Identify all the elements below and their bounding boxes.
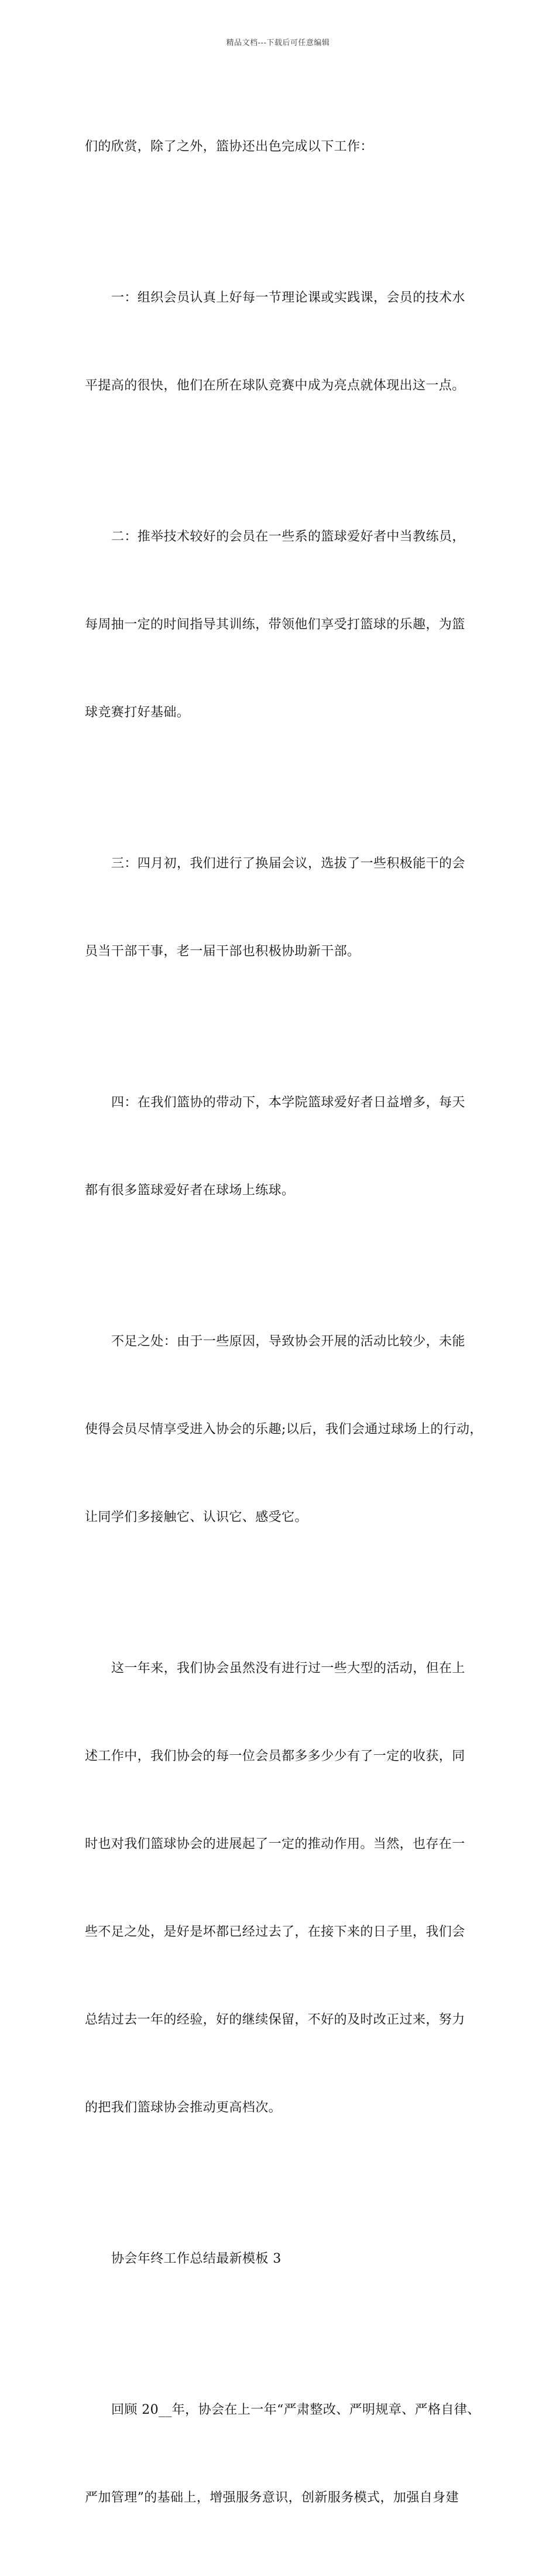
text-line: 员当干部干事，老一届干部也积极协助新干部。 (85, 944, 361, 959)
text-line: 述工作中，我们协会的每一位会员都多多少少有了一定的收获，同 (85, 1749, 465, 1764)
text-line: 四：在我们篮协的带动下，本学院篮球爱好者日益增多，每天 (111, 1095, 465, 1110)
text-line: 一：组织会员认真上好每一节理论课或实践课，会员的技术水 (111, 291, 465, 305)
text-line: 三：四月初，我们进行了换届会议，选拔了一些积极能干的会 (111, 856, 465, 871)
paragraph-4 (85, 791, 476, 1025)
text-line: 每周抽一定的时间指导其训练，带领他们享受打篮球的乐趣，为篮 (85, 617, 465, 632)
text-line: 球竞赛打好基础。 (85, 705, 190, 720)
text-line: 们的欣赏，除了之外，篮协还出色完成以下工作： (85, 139, 373, 154)
text-line: 让同学们多接触它、认识它、感受它。 (85, 1510, 308, 1525)
text-line: 使得会员尽情享受进入协会的乐趣;以后，我们会通过球场上的行动， (85, 1422, 483, 1437)
paragraph-5 (85, 1030, 476, 1264)
text-line: 都有很多篮球爱好者在球场上练球。 (85, 1183, 295, 1198)
text-line: 些不足之处，是好是坏都已经过去了，在接下来的日子里，我们会 (85, 1925, 465, 1939)
document-body (85, 74, 483, 2576)
paragraph-6 (85, 1269, 483, 1591)
paragraph-3 (85, 464, 476, 786)
text-line: 不足之处：由于一些原因，导致协会开展的活动比较少，未能 (111, 1334, 465, 1349)
paragraph-2 (85, 225, 476, 459)
text-line: 回顾 20__年，协会在上一年“严肃整改、严明规章、严格自律、 (111, 2403, 481, 2417)
page-header: 精品文档---下载后可任意编辑 (226, 39, 330, 47)
text-line: 这一年来，我们协会虽然没有进行过一些大型的活动，但在上 (111, 1661, 465, 1676)
text-line: 总结过去一年的经验，好的继续保留，不好的及时改正过来，努力 (85, 2013, 465, 2027)
text-line: 的把我们篮球协会推动更高档次。 (85, 2100, 282, 2115)
paragraph-8 (85, 2337, 481, 2571)
text-line: 时也对我们篮球协会的进展起了一定的推动作用。当然，也存在一 (85, 1837, 465, 1851)
section-heading (85, 2186, 476, 2332)
text-line: 二：推举技术较好的会员在一些系的篮球爱好者中当教练员， (111, 529, 465, 544)
text-line: 严加管理”的基础上，增强服务意识，创新服务模式，加强自身建 (85, 2490, 459, 2505)
paragraph-7 (85, 1596, 476, 2181)
text-line: 协会年终工作总结最新模板 3 (111, 2252, 282, 2266)
paragraph-1 (85, 74, 476, 220)
text-line: 平提高的很快，他们在所在球队竞赛中成为亮点就体现出这一点。 (85, 378, 465, 393)
